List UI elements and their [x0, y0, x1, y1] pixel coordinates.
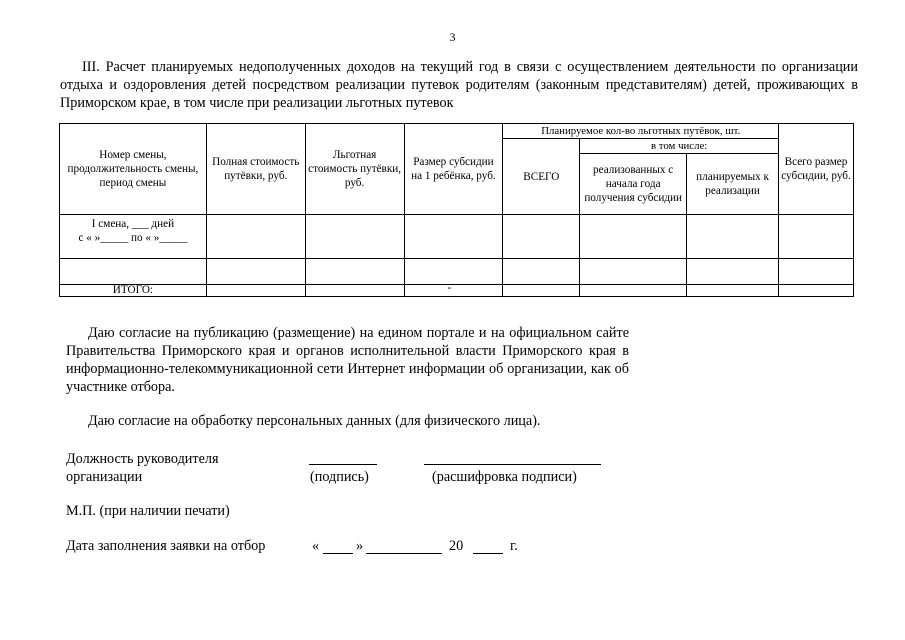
header-planned-sale: планируемых к реализации	[687, 154, 779, 215]
date-close-quote: »	[356, 538, 364, 554]
table-cell[interactable]	[580, 285, 687, 297]
personal-data-consent: Даю согласие на обработку персональных данных (для физического лица).	[88, 413, 541, 429]
signature-transcript-line[interactable]	[424, 464, 601, 465]
shift-cell[interactable]	[60, 215, 207, 259]
table-cell[interactable]	[305, 215, 404, 259]
table-cell[interactable]	[687, 259, 779, 285]
header-pref-cost: Льготная стоимость путёвки, руб.	[305, 124, 404, 215]
shift-line: I смена, ___ дней	[91, 218, 175, 230]
table-cell[interactable]	[404, 215, 503, 259]
date-label: Дата заполнения заявки на отбор	[66, 538, 266, 554]
header-sold: реализованных с начала года получения субсидии	[580, 154, 687, 215]
table-cell[interactable]	[404, 259, 503, 285]
stamp-label: М.П. (при наличии печати)	[66, 503, 230, 519]
header-total: ВСЕГО	[503, 139, 580, 215]
table-cell[interactable]	[687, 215, 779, 259]
total-row	[60, 285, 854, 297]
publication-consent: Даю согласие на публикацию (размещение) на едином портале и на официальном сайте Правительства Приморского края и органов исполнительной власти Приморского края в информационно-телекоммуникационной сети Интернет информации об организации, как об участнике отбора.	[66, 325, 629, 395]
table-cell[interactable]	[503, 285, 580, 297]
table-cell[interactable]	[305, 259, 404, 285]
header-full-cost: Полная стоимость путёвки, руб.	[206, 124, 305, 215]
header-total-subsidy: Всего размер субсидии, руб.	[779, 124, 854, 215]
table-cell[interactable]	[779, 215, 854, 259]
table-cell[interactable]	[503, 215, 580, 259]
total-label: ИТОГО:	[60, 285, 207, 297]
table-cell[interactable]	[779, 285, 854, 297]
position-label-line2: организации	[66, 469, 143, 485]
month-field[interactable]	[366, 553, 442, 554]
section-heading: III. Расчет планируемых недополученных доходов на текущий год в связи с осуществлением деятельности по организации отдыха и оздоровления детей посредством реализации путевок родителям (законным представителям) детей, проживающих в Приморском крае, в том числе при реализации льготных путевок	[60, 59, 858, 111]
table-cell[interactable]	[60, 259, 207, 285]
header-including: в том числе:	[580, 139, 779, 154]
position-label-line1: Должность руководителя	[66, 451, 219, 467]
calculation-table	[59, 123, 854, 297]
table-cell[interactable]	[305, 285, 404, 297]
date-century: 20	[449, 538, 464, 554]
table-cell[interactable]	[206, 215, 305, 259]
signature-caption: (подпись)	[310, 469, 369, 485]
table-cell[interactable]	[503, 259, 580, 285]
date-year-suffix: г.	[510, 538, 518, 554]
day-field[interactable]	[323, 553, 353, 554]
header-shift: Номер смены, продолжительность смены, период смены	[60, 124, 207, 215]
date-open-quote: «	[312, 538, 320, 554]
period-line: с « »_____ по « »_____	[78, 232, 188, 244]
header-subsidy-per-child: Размер субсидии на 1 ребёнка, руб.	[404, 124, 503, 215]
total-dash: -	[447, 282, 452, 294]
table-row	[60, 259, 854, 285]
table-cell[interactable]	[580, 215, 687, 259]
table-cell[interactable]	[404, 282, 503, 297]
header-planned-qty: Планируемое кол-во льготных путёвок, шт.	[503, 124, 779, 139]
signature-line[interactable]	[309, 464, 377, 465]
table-cell[interactable]	[580, 259, 687, 285]
table-row	[60, 215, 854, 259]
year-field[interactable]	[473, 553, 503, 554]
page-number: 3	[449, 30, 456, 44]
table-cell[interactable]	[779, 259, 854, 285]
table-cell[interactable]	[206, 285, 305, 297]
table-cell[interactable]	[206, 259, 305, 285]
table-cell[interactable]	[687, 285, 779, 297]
transcript-caption: (расшифровка подписи)	[432, 469, 577, 485]
